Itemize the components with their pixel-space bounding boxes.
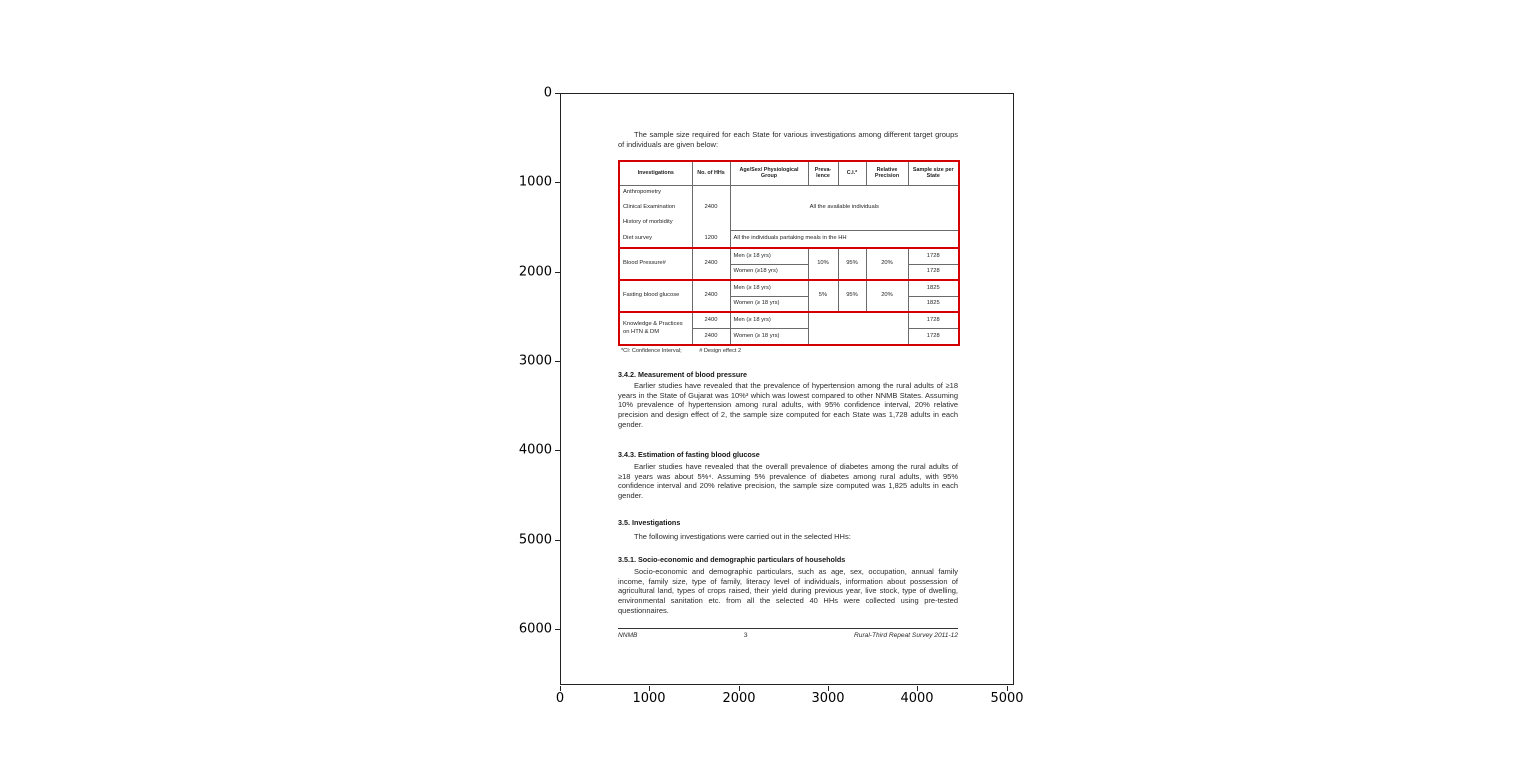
cell-kp-hhs-men: 2400 [692, 312, 730, 328]
cell-kp-hhs-women: 2400 [692, 328, 730, 345]
footnote-design-effect: # Design effect 2 [699, 348, 742, 354]
y-tick-label: 2000 [518, 264, 552, 280]
cell-bp-hhs: 2400 [692, 248, 730, 280]
footer-left: NNMB [618, 632, 638, 639]
x-tick-label: 2000 [722, 691, 756, 706]
x-tick-label: 4000 [900, 691, 934, 706]
y-tick-label: 6000 [518, 621, 552, 637]
x-tick-label: 0 [555, 691, 565, 706]
section-351-heading: 3.5.1. Socio-economic and demographic particulars of households [618, 555, 846, 564]
intro-paragraph: The sample size required for each State for various investigations among different target groups of individuals are given below: [618, 130, 958, 149]
cell-bp-precision: 20% [866, 248, 908, 280]
footer-page-number: 3 [743, 632, 748, 639]
cell-empty [808, 312, 908, 345]
x-tick-label: 5000 [990, 691, 1024, 706]
cell-fbg-men: Men (≥ 18 yrs) [730, 280, 808, 296]
document-page [561, 94, 1013, 684]
cell-bp-men-n: 1728 [908, 248, 959, 264]
table-header-row [619, 161, 959, 185]
cell-fbg-prevalence: 5% [808, 280, 838, 312]
col-header-sample-size: Sample size per State [908, 161, 959, 185]
col-header-ci: C.I.* [838, 161, 866, 185]
cell-fbg-men-n: 1825 [908, 280, 959, 296]
table-row-kp-men [619, 312, 959, 328]
cell-kp-women: Women (≥ 18 yrs) [730, 328, 808, 345]
col-header-group: Age/Sex/ Physiological Group [730, 161, 808, 185]
sample-size-table [618, 160, 960, 346]
cell-bp-ci: 95% [838, 248, 866, 280]
footer-right: Rural-Third Repeat Survey 2011-12 [854, 632, 958, 639]
cell-kp-men-n: 1728 [908, 312, 959, 328]
cell-anthropometry: Anthropometry [619, 185, 692, 200]
x-tick-label: 3000 [811, 691, 845, 706]
section-343-heading: 3.4.3. Estimation of fasting blood glucose [618, 450, 760, 459]
footnote-ci: *CI: Confidence Interval; [621, 348, 682, 354]
cell-bp-men: Men (≥ 18 yrs) [730, 248, 808, 264]
section-342-paragraph: Earlier studies have revealed that the prevalence of hypertension among the rural adults of ≥18 years in the State of Gujarat was 10%³ which was lowest compared to other NNMB States. Assuming 10% prevalence of hypertension among rural adults, with 95% confidence interval, 20% relative precision and design effect of 2, the sample size computed for each State was 1,728 adults in each gender. [618, 381, 958, 429]
cell-fbg-precision: 20% [866, 280, 908, 312]
section-342-heading: 3.4.2. Measurement of blood pressure [618, 370, 748, 379]
section-35-paragraph: The following investigations were carried out in the selected HHs: [634, 532, 851, 541]
col-header-precision: Relative Precision [866, 161, 908, 185]
cell-fbg-women-n: 1825 [908, 296, 959, 312]
cell-fbg-name: Fasting blood glucose [619, 280, 692, 312]
section-351-paragraph: Socio-economic and demographic particulars, such as age, sex, occupation, annual family income, family size, type of family, literacy level of individuals, information about possession of agricultural land, types of crops raised, their yield during previous year, live stock, type of dwelling, environmental sanitation etc. from all the selected 40 HHs were collected using pre-tested questionnaires. [618, 567, 958, 615]
cell-kp-name: Knowledge & Practices on HTN & DM [619, 312, 692, 345]
cell-empty [692, 215, 730, 230]
col-header-prevalence: Preva- lence [808, 161, 838, 185]
cell-fbg-women: Women (≥ 18 yrs) [730, 296, 808, 312]
cell-bp-women: Women (≥18 yrs) [730, 264, 808, 280]
x-tick-label: 1000 [632, 691, 666, 706]
cell-diet: Diet survey [619, 230, 692, 248]
table-row-bp-men [619, 248, 959, 264]
cell-bp-women-n: 1728 [908, 264, 959, 280]
cell-clinical-hhs: 2400 [692, 200, 730, 215]
col-header-investigations: Investigations [619, 161, 692, 185]
axes-frame [560, 93, 1014, 685]
col-header-hhs: No. of HHs [692, 161, 730, 185]
cell-diet-note: All the individuals partaking meals in the HH [730, 230, 959, 248]
table-row [619, 230, 959, 248]
table-row [619, 185, 959, 200]
cell-bp-prevalence: 10% [808, 248, 838, 280]
cell-kp-women-n: 1728 [908, 328, 959, 345]
cell-bp-name: Blood Pressure# [619, 248, 692, 280]
cell-diet-hhs: 1200 [692, 230, 730, 248]
cell-fbg-hhs: 2400 [692, 280, 730, 312]
table-row-fbg-men [619, 280, 959, 296]
table-footnote [621, 348, 741, 354]
cell-fbg-ci: 95% [838, 280, 866, 312]
y-tick-label: 0 [543, 85, 552, 101]
cell-history: History of morbidity [619, 215, 692, 230]
y-tick-label: 4000 [518, 442, 552, 458]
page-footer [618, 628, 958, 639]
y-tick-label: 5000 [518, 532, 552, 548]
section-35-heading: 3.5. Investigations [618, 518, 681, 527]
cell-kp-men: Men (≥ 18 yrs) [730, 312, 808, 328]
y-tick-label: 1000 [518, 174, 552, 190]
cell-empty [692, 185, 730, 200]
section-343-paragraph: Earlier studies have revealed that the overall prevalence of diabetes among the rural adults of ≥18 years was about 5%⁴. Assuming 5% prevalence of diabetes among rural adults, with 95% confidence interval and 20% relative precision, the sample size computed was 1,825 adults in each gender. [618, 462, 958, 501]
cell-clinical: Clinical Examination [619, 200, 692, 215]
cell-all-available: All the available individuals [730, 185, 959, 230]
y-tick-label: 3000 [518, 353, 552, 369]
